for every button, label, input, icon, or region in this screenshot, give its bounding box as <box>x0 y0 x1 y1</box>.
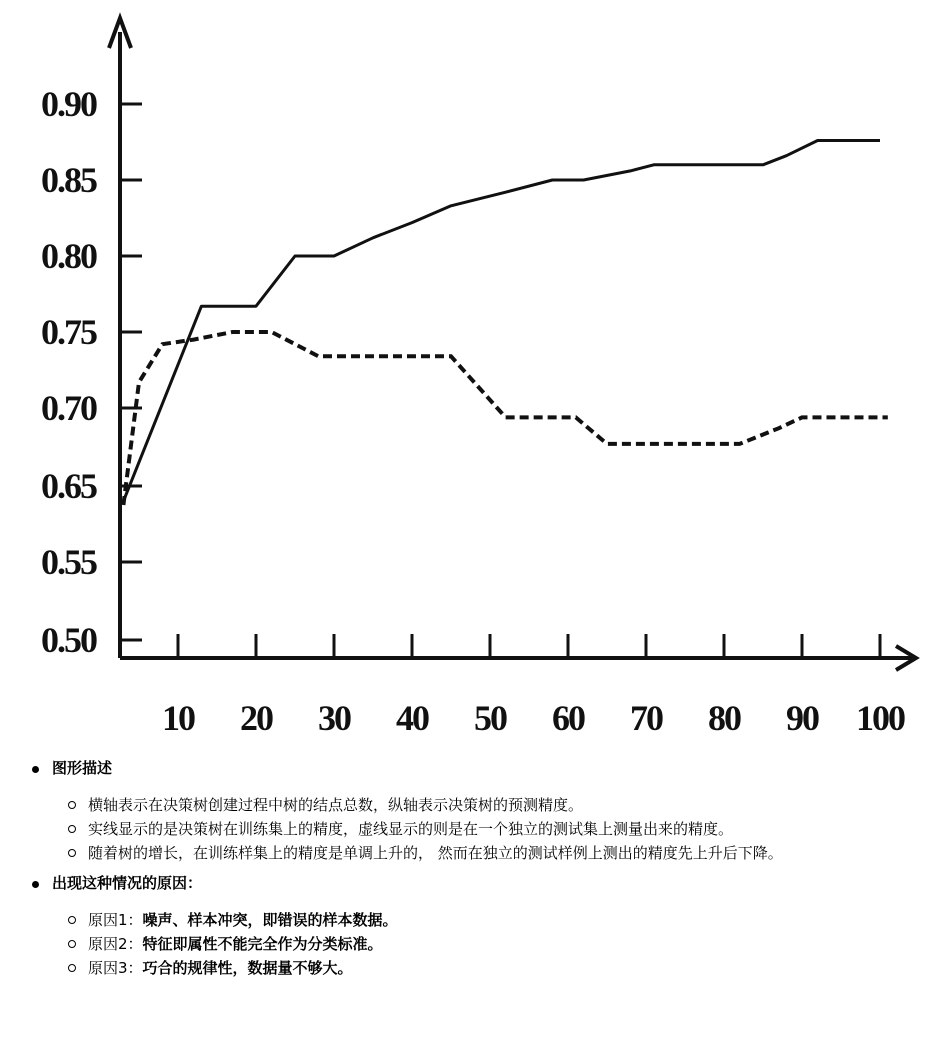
y-tick-label: 0.50 <box>41 620 96 660</box>
section-reasons <box>0 871 936 980</box>
series-line-train-accuracy <box>123 141 880 502</box>
x-tick-label: 70 <box>630 698 662 738</box>
section-description-heading: 图形描述 <box>52 759 113 777</box>
reason-text: 巧合的规律性，数据量不够大。 <box>142 959 353 977</box>
y-tick-label: 0.85 <box>41 160 96 200</box>
x-tick-label: 100 <box>856 698 904 738</box>
notes <box>0 756 936 986</box>
section-description <box>0 756 936 865</box>
x-tick-label: 40 <box>396 698 428 738</box>
y-tick-label: 0.70 <box>41 388 96 428</box>
reason-prefix: 原因3： <box>88 959 143 977</box>
list-item <box>52 932 936 956</box>
x-tick-label: 50 <box>474 698 506 738</box>
x-tick-label: 60 <box>552 698 584 738</box>
section-reasons-heading: 出现这种情况的原因： <box>52 874 203 892</box>
x-tick-label: 30 <box>318 698 350 738</box>
notes-list <box>0 756 936 980</box>
list-item <box>52 908 936 932</box>
y-tick-label: 0.65 <box>41 466 96 506</box>
list-item: 随着树的增长，在训练样集上的精度是单调上升的， 然而在独立的测试样例上测出的精度先上升后下降。 <box>52 841 936 865</box>
reasons-list <box>52 908 936 980</box>
description-list <box>52 793 936 865</box>
reason-text: 特征即属性不能完全作为分类标准。 <box>142 935 383 953</box>
y-tick-label: 0.80 <box>41 236 96 276</box>
reason-text: 噪声、样本冲突，即错误的样本数据。 <box>142 911 398 929</box>
list-item: 横轴表示在决策树创建过程中树的结点总数，纵轴表示决策树的预测精度。 <box>52 793 936 817</box>
series-line-test-accuracy <box>123 332 887 505</box>
reason-prefix: 原因2： <box>88 935 143 953</box>
axes <box>109 18 916 670</box>
x-tick-label: 20 <box>240 698 272 738</box>
y-tick-label: 0.75 <box>41 312 96 352</box>
x-tick-label: 10 <box>162 698 194 738</box>
x-tick-label: 80 <box>708 698 740 738</box>
y-tick-label: 0.55 <box>41 542 96 582</box>
reason-prefix: 原因1： <box>88 911 143 929</box>
list-item <box>52 956 936 980</box>
x-tick-label: 90 <box>786 698 818 738</box>
list-item: 实线显示的是决策树在训练集上的精度，虚线显示的则是在一个独立的测试集上测量出来的精度。 <box>52 817 936 841</box>
y-tick-label: 0.90 <box>41 84 96 124</box>
